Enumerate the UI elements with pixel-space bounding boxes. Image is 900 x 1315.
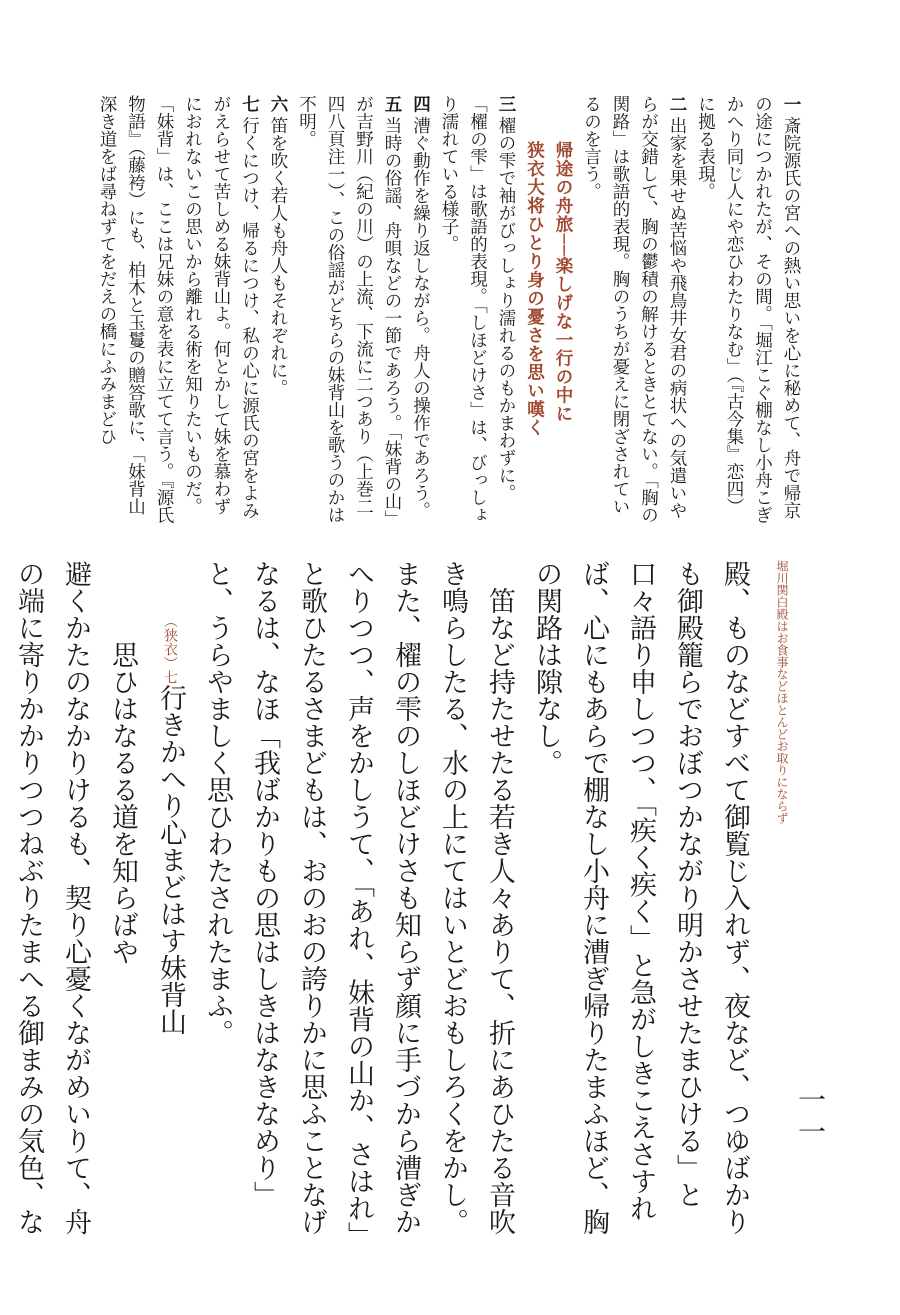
main-text	[13, 560, 805, 1260]
paragraph-2: 笛など持たせたる若き人々ありて、折にあひたる音吹き鳴らしたる、水の上にてはいとどおもしろくをかし。また、櫂の雫のしほどけさも知らず顔に手づから漕ぎかへりつつ、声をかしうて、「あれ、妹背の山か、さはれ」と歌ひたるさまどもは、おのおの誇りかに思ふことなげなるは、なほ「我ばかりもの思はしきはなきなめり」と、うらやましく思ひわたされたまふ。	[202, 560, 515, 1249]
note-6: 六笛を吹く若人も舟人もそれぞれに。	[268, 95, 288, 397]
note-1: 一斎院源氏の宮への熱い思いを心に秘めて、舟で帰京の途につかれたが、その間。「堀江こぐ棚なし小舟こぎかへり同じ人にや恋ひわたりなむ」（『古今集』恋四）に拠る表現。	[695, 95, 801, 524]
paragraph-3: 避くかたのなかりけるも、契り心憂くながめいりて、舟の端に寄りかかりつつねぶりたまへる御まみの気色、な	[13, 560, 91, 1235]
paragraph-1: 殿、ものなどすべて御覧じ入れず、夜など、つゆばかりも御殿籠らでおぼつかながり明かさせたまひける」と口々語り申しつつ、「疾く疾く」と急がしきこえさすれば、心にもあらで棚なし小舟に漕ぎ帰りたまふほど、胸の関路は隙なし。	[531, 560, 750, 1235]
note-4: 四漕ぐ動作を繰り返しながら。舟人の操作であろう。	[410, 95, 431, 519]
note-3: 三櫂の雫で袖がびっしょり濡れるのもかまわずに。「櫂の雫」は歌語的表現。「しほどけさ」は、びっしょり濡れている様子。	[439, 95, 516, 524]
annotation-notes	[97, 95, 805, 525]
note-7: 七行くにつけ、帰るにつけ、私の心に源氏の宮をよみがえらせて苦しめる妹背山よ。何とかして妹を慕わずにおれないこの思いから離れる術を知りたいものだ。「妹背」は、ここは兄妹の意を表に立てて言う。『源氏物語』（藤袴）にも、柏木と玉鬘の贈答歌に、「妹背山深き道をば尋ねずてをだえの橋にふみまどひ	[97, 95, 260, 524]
section-heading: 帰途の舟旅──楽しげな一行の中に	[553, 141, 573, 424]
note-2: 二出家を果せぬ苦悩や飛鳥井女君の病状への気遣いやらが交錯して、胸の鬱積の解けるときとてない。「胸の関路」は歌語的表現。胸のうちが憂えに閉ざされているのを言う。	[581, 95, 687, 524]
poem-line-1: （狭衣）七行きかへり心まどはす妹背山	[155, 614, 186, 1035]
page-number: 一一	[794, 1085, 827, 1149]
section-heading-2: 狭衣大将ひとり身の憂さを思い嘆く	[524, 141, 545, 437]
poem-speaker: （狭衣）七	[162, 614, 178, 684]
poem-line-2: 思ひはなるる道を知らばや	[107, 641, 138, 965]
gloss-top: 堀川関白殿はお食事などほとんどお取りにならず	[775, 560, 789, 824]
note-5: 五当時の俗謡、舟唄などの一節であろう。「妹背の山」が吉野川（紀の川）の上流、下流に二つあり（上巻二四八頁注一）、この俗謡がどちらの妹背山を歌うのかは不明。	[296, 95, 402, 524]
